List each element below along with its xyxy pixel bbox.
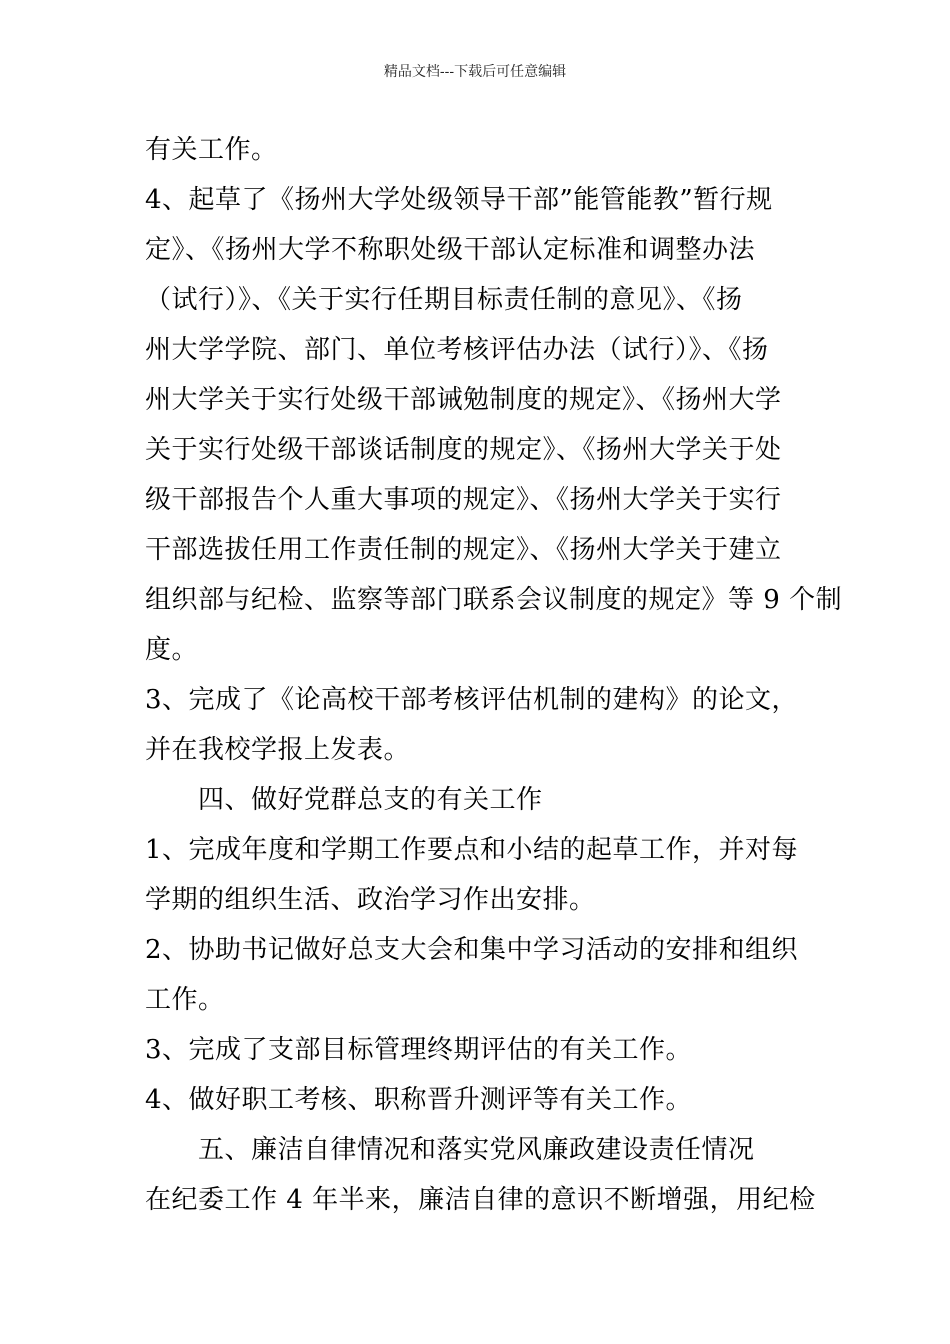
page-header: 精品文档---下载后可任意编辑 xyxy=(383,64,567,80)
body-line: 州大学关于实行处级干部诫勉制度的规定》、《扬州大学 xyxy=(145,385,782,415)
section-heading: 四、做好党群总支的有关工作 xyxy=(145,785,543,815)
body-line: 3、完成了《论高校干部考核评估机制的建构》的论文， xyxy=(145,685,799,715)
body-line: 并在我校学报上发表。 xyxy=(145,735,411,765)
body-line: 州大学学院、部门、单位考核评估办法（试行）》、《扬 xyxy=(145,335,769,365)
body-line: 定》、《扬州大学不称职处级干部认定标准和调整办法 xyxy=(145,235,756,265)
body-line: 1、完成年度和学期工作要点和小结的起草工作，并对每 xyxy=(145,835,799,865)
body-line: 度。 xyxy=(145,635,199,665)
body-line: 有关工作。 xyxy=(145,135,278,165)
section-heading: 五、廉洁自律情况和落实党风廉政建设责任情况 xyxy=(145,1135,755,1165)
body-line: 学期的组织生活、政治学习作出安排。 xyxy=(145,885,596,915)
body-line: 3、完成了支部目标管理终期评估的有关工作。 xyxy=(145,1035,693,1065)
body-line: 在纪委工作 4 年半来，廉洁自律的意识不断增强，用纪检 xyxy=(145,1185,816,1215)
body-line: 工作。 xyxy=(145,985,225,1015)
body-line: 组织部与纪检、监察等部门联系会议制度的规定》等 9 个制 xyxy=(145,585,843,615)
body-line: 关于实行处级干部谈话制度的规定》、《扬州大学关于处 xyxy=(145,435,782,465)
body-line: 级干部报告个人重大事项的规定》、《扬州大学关于实行 xyxy=(145,485,782,515)
body-line: 2、协助书记做好总支大会和集中学习活动的安排和组织 xyxy=(145,935,799,965)
body-line: 4、做好职工考核、职称晋升测评等有关工作。 xyxy=(145,1085,693,1115)
body-line: （试行）》、《关于实行任期目标责任制的意见》、《扬 xyxy=(145,285,743,315)
body-line: 干部选拔任用工作责任制的规定》、《扬州大学关于建立 xyxy=(145,535,782,565)
body-line: 4、起草了《扬州大学处级领导干部”能管能教”暂行规 xyxy=(145,185,773,215)
